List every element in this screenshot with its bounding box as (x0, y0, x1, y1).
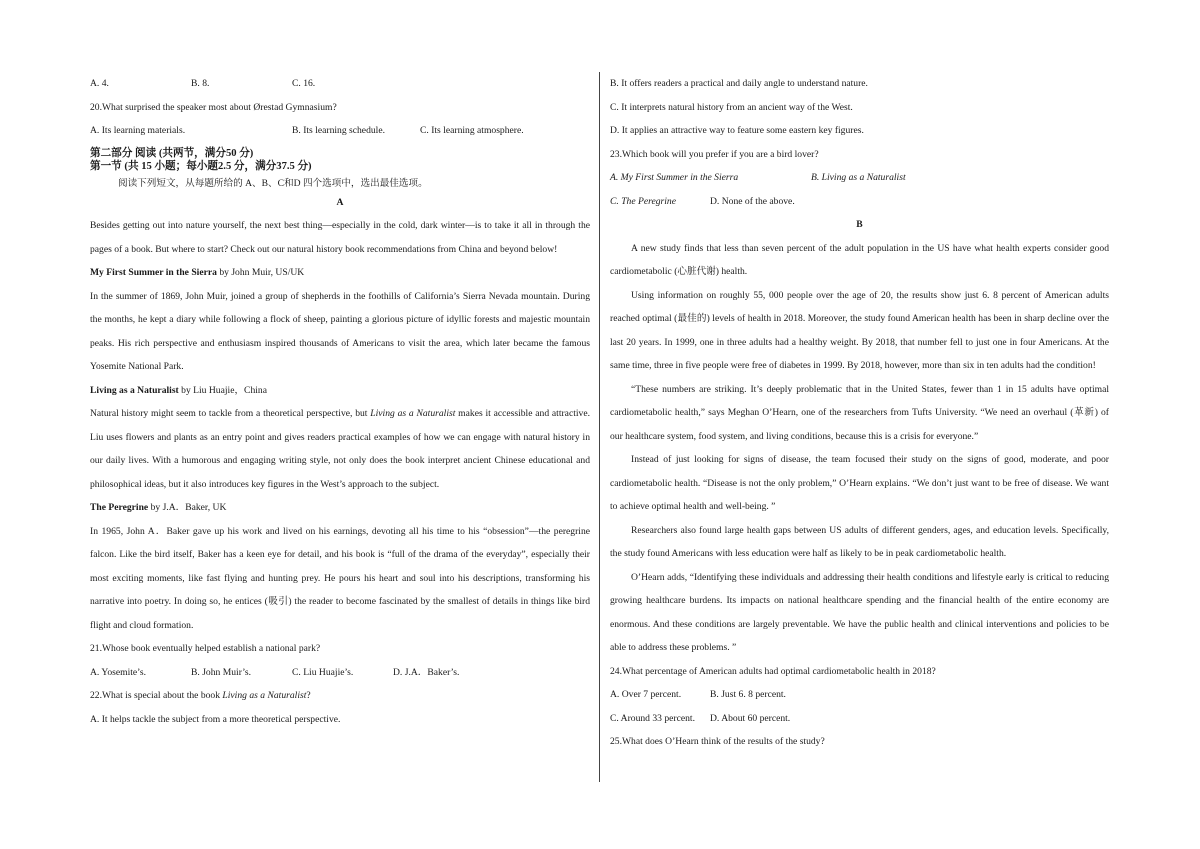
q22-question-part2: ? (306, 690, 311, 701)
q21-option-d: D. J.A．Baker’s. (393, 666, 460, 678)
passage-b-label: B (856, 219, 863, 230)
subsection-title: 第一节 (共 15 小题；每小题2.5 分，满分37.5 分) (90, 160, 312, 172)
q23-option-a: A. My First Summer in the Sierra (610, 172, 739, 183)
q21-option-b: B. John Muir’s. (191, 666, 252, 678)
passage-b-paragraph: A new study finds that less than seven percent of the adult population in the US have what health experts consider good cardiometabolic (心脏代谢) health. (610, 242, 1109, 277)
passage-b-paragraph: Using information on roughly 55, 000 people over the age of 20, the results show just 6. 8 percent of American adults reached optimal (最佳的) levels of health in 2018. Moreover, the study found American health has been in sharp decline over the last 20 years. In 1999, one in three adults had a healthy weight. By 2018, that number fell to just one in four Americans. At the same time, three in five people were free of diabetes in 1999. By 2018, however, more than six in ten adults had the condition! (610, 289, 1109, 371)
book3-title: The Peregrine (90, 502, 149, 513)
book1-title: My First Summer in the Sierra (90, 267, 217, 278)
q19-option-c: C. 16. (292, 78, 316, 89)
book1-text: In the summer of 1869, John Muir, joined a group of shepherds in the foothills of California’s Sierra Nevada mountain. During the months, he kept a diary while following a flock of sheep, painting a glorious picture of idyllic forests and majestic mountain peaks. His rich perspective and enthusiasm inspired thousands of Americans to visit the area, which later became the famous Yosemite National Park. (90, 290, 590, 372)
passage-b-paragraph: O’Hearn adds, “Identifying these individuals and addressing their health conditions and lifestyle early is critical to reducing growing healthcare burdens. Its impacts on national healthcare spending and the financial health of the entire economy are enormous. And these conditions are largely preventable. We have the public health and clinical interventions and policies to be able to address these problems. ” (610, 571, 1109, 653)
q21-question: 21.Whose book eventually helped establish a national park? (90, 643, 321, 654)
q24-option-d: D. About 60 percent. (710, 712, 791, 724)
book2-text-part2: makes it accessible and attractive. Liu uses flowers and plants as an entry point and gives readers practical examples of how we can engage with natural history in our daily lives. With a humorous and engaging writing style, not only does the book interpret ancient Chinese educational and philosophical ideas, but it also introduces key figures in the West’s approach to the subject. (90, 408, 590, 490)
q23-option-d: D. None of the above. (710, 195, 795, 207)
book1-heading (90, 261, 590, 285)
q23-question: 23.Which book will you prefer if you are a bird lover? (610, 148, 819, 160)
q19-options (90, 72, 590, 96)
q23-option-b: B. Living as a Naturalist (811, 172, 906, 183)
q24-options-row2 (610, 707, 1109, 731)
book2-author: by Liu Huajie，China (178, 384, 267, 396)
q23-options-row2 (610, 190, 1109, 214)
reading-instruction: 阅读下列短文，从每题所给的 A、B、C和D 四个选项中，选出最佳选项。 (118, 177, 428, 189)
column-divider (599, 72, 600, 782)
q24-option-a: A. Over 7 percent. (610, 689, 682, 700)
book2-text (90, 402, 590, 496)
q19-option-a: A. 4. (90, 78, 109, 89)
q24-options-row1 (610, 683, 1109, 707)
q21-option-a: A. Yosemite’s. (90, 666, 146, 678)
q20-option-a: A. Its learning materials. (90, 125, 186, 136)
left-column (90, 72, 590, 731)
q20-option-b: B. Its learning schedule. (292, 125, 385, 136)
q22-option-d: D. It applies an attractive way to feature some eastern key figures. (610, 125, 864, 136)
passage-a-intro: Besides getting out into nature yourself, the next best thing—especially in the cold, dark winter—is to take it all in through the pages of a book. But where to start? Check out our natural history book recommendations from China and beyond below! (90, 220, 590, 255)
book3-heading (90, 496, 590, 520)
section-title: 第二部分 阅读 (共两节，满分50 分) (90, 147, 254, 159)
q20-options (90, 119, 590, 143)
book2-text-part1: Natural history might seem to tackle from a theoretical perspective, but (90, 408, 371, 419)
q19-option-b: B. 8. (191, 78, 210, 89)
book2-heading (90, 379, 590, 403)
q25-question: 25.What does O’Hearn think of the results of the study? (610, 736, 825, 747)
right-column (610, 72, 1109, 754)
q23-options-row1 (610, 166, 1109, 190)
book1-author: by John Muir, US/UK (216, 267, 305, 278)
q24-option-c: C. Around 33 percent. (610, 712, 695, 724)
passage-a-label: A (336, 196, 344, 208)
q21-options (90, 661, 590, 685)
q22-option-c: C. It interprets natural history from an ancient way of the West. (610, 101, 853, 113)
q22-question-italic: Living as a Naturalist (222, 690, 307, 701)
q24-option-b: B. Just 6. 8 percent. (710, 689, 786, 700)
q22-question (90, 684, 590, 708)
book2-text-italic: Living as a Naturalist (370, 408, 456, 419)
book2-title: Living as a Naturalist (90, 384, 179, 396)
q24-question: 24.What percentage of American adults had optimal cardiometabolic health in 2018? (610, 665, 936, 677)
q22-option-a: A. It helps tackle the subject from a more theoretical perspective. (90, 713, 341, 725)
q22-option-b: B. It offers readers a practical and daily angle to understand nature. (610, 78, 868, 89)
passage-b-paragraph: Researchers also found large health gaps between US adults of different genders, ages, and education levels. Specifically, the study found Americans with less education were half as likely to be in peak cardiometabolic health. (610, 524, 1109, 559)
q22-question-part1: 22.What is special about the book (90, 690, 223, 701)
q20-option-c: C. Its learning atmosphere. (420, 125, 524, 136)
passage-b-paragraph: “These numbers are striking. It’s deeply problematic that in the United States, fewer than 1 in 15 adults have optimal cardiometabolic health,” says Meghan O’Hearn, one of the researchers from Tufts University. “We need an overhaul (革新) of our healthcare system, food system, and living conditions, because this is a crisis for everyone.” (610, 383, 1109, 442)
book3-author: by J.A．Baker, UK (148, 502, 227, 513)
book3-text: In 1965, John A．Baker gave up his work and lived on his earnings, devoting all his time to his “obsession”—the peregrine falcon. Like the bird itself, Baker has a keen eye for detail, and his book is “full of the drama of the everyday”, especially their most exciting moments, like fast flying and hunting prey. He pours his heart and soul into his descriptions, transforming his narrative into poetry. In doing so, he entices (吸引) the reader to become fascinated by the smallest of details in things like bird flight and cloud formation. (90, 525, 590, 631)
q21-option-c: C. Liu Huajie’s. (292, 666, 354, 678)
q23-option-c: C. The Peregrine (610, 195, 676, 207)
passage-b-paragraph: Instead of just looking for signs of disease, the team focused their study on the signs of good, moderate, and poor cardiometabolic health. “Disease is not the only problem,” O’Hearn explains. “We don’t just want to be free of disease. We want to achieve optimal health and well-being. ” (610, 454, 1109, 512)
q20-question: 20.What surprised the speaker most about Ørestad Gymnasium? (90, 101, 337, 113)
